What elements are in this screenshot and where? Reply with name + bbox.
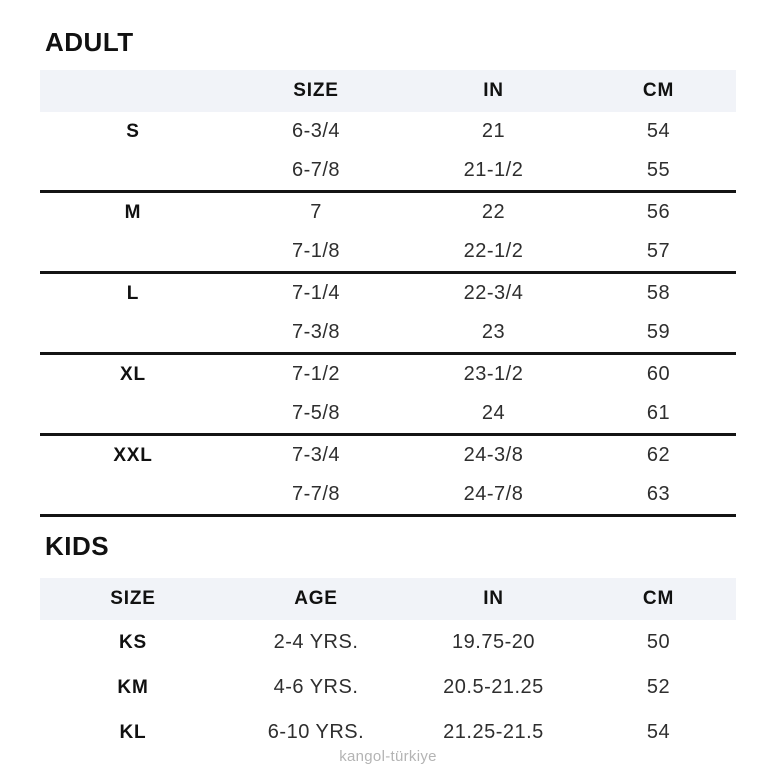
adult-size-group-s [40, 112, 736, 192]
table-row [40, 435, 736, 476]
adult-header-empty [40, 70, 226, 112]
hat-size-cell: 6-7/8 [291, 159, 341, 181]
table-row [40, 354, 736, 395]
cm-cell: 62 [646, 444, 671, 466]
kids-size-table [40, 578, 736, 755]
kids-cm-cell: 50 [646, 631, 671, 653]
kids-inches-cell: 19.75-20 [452, 631, 535, 653]
kids-section-heading: KIDS [45, 531, 110, 561]
kids-cm-cell: 54 [646, 721, 671, 743]
kids-table-header [40, 578, 736, 620]
table-row [40, 665, 736, 710]
kids-header-in: IN [406, 578, 581, 620]
inches-cell: 22 [481, 201, 506, 223]
adult-size-group-xxl [40, 435, 736, 516]
table-row [40, 620, 736, 665]
watermark-text: kangol-türkiye [339, 748, 437, 765]
kids-header-size: SIZE [40, 578, 226, 620]
hat-size-cell: 7-1/8 [291, 240, 341, 262]
adult-size-group-xl [40, 354, 736, 435]
size-label-cell [40, 475, 226, 516]
size-label-cell: XL [120, 363, 146, 385]
inches-cell: 24 [481, 402, 506, 424]
inches-cell: 22-1/2 [463, 240, 524, 262]
kids-inches-cell: 21.25-21.5 [443, 721, 544, 743]
cm-cell: 61 [646, 402, 671, 424]
adult-header-row [40, 70, 736, 112]
size-label-cell [40, 151, 226, 192]
size-label-cell: XXL [113, 444, 153, 466]
size-label-cell: L [126, 282, 140, 304]
kids-header-cm: CM [581, 578, 736, 620]
table-row [40, 232, 736, 273]
kids-size-cell: KM [117, 676, 149, 698]
table-row [40, 475, 736, 516]
kids-size-cell: KS [119, 631, 147, 653]
kids-size-cell: KL [119, 721, 147, 743]
table-row [40, 394, 736, 435]
inches-cell: 21-1/2 [463, 159, 524, 181]
adult-header-in: IN [406, 70, 581, 112]
kids-inches-cell: 20.5-21.25 [443, 676, 544, 698]
cm-cell: 54 [646, 120, 671, 142]
hat-size-cell: 7-7/8 [291, 483, 341, 505]
kids-table-body [40, 620, 736, 755]
inches-cell: 22-3/4 [463, 282, 524, 304]
adult-size-group-m [40, 192, 736, 273]
hat-size-cell: 6-3/4 [291, 120, 341, 142]
hat-size-cell: 7-5/8 [291, 402, 341, 424]
inches-cell: 23-1/2 [463, 363, 524, 385]
inches-cell: 23 [481, 321, 506, 343]
cm-cell: 57 [646, 240, 671, 262]
adult-header-cm: CM [581, 70, 736, 112]
size-label-cell [40, 313, 226, 354]
size-label-cell: M [124, 201, 142, 223]
inches-cell: 24-3/8 [463, 444, 524, 466]
kids-cm-cell: 52 [646, 676, 671, 698]
table-row [40, 151, 736, 192]
cm-cell: 56 [646, 201, 671, 223]
hat-size-cell: 7-1/4 [291, 282, 341, 304]
size-label-cell: S [126, 120, 140, 142]
kids-age-cell: 4-6 YRS. [273, 676, 359, 698]
cm-cell: 55 [646, 159, 671, 181]
table-row [40, 112, 736, 151]
inches-cell: 24-7/8 [463, 483, 524, 505]
adult-size-group-l [40, 273, 736, 354]
hat-size-cell: 7 [310, 201, 322, 223]
cm-cell: 59 [646, 321, 671, 343]
table-row [40, 273, 736, 314]
kids-age-cell: 2-4 YRS. [273, 631, 359, 653]
table-row [40, 192, 736, 233]
hat-size-cell: 7-3/8 [291, 321, 341, 343]
cm-cell: 60 [646, 363, 671, 385]
size-label-cell [40, 394, 226, 435]
cm-cell: 63 [646, 483, 671, 505]
adult-size-table [40, 70, 736, 517]
kids-header-row [40, 578, 736, 620]
adult-section-heading: ADULT [45, 27, 134, 57]
cm-cell: 58 [646, 282, 671, 304]
kids-age-cell: 6-10 YRS. [267, 721, 365, 743]
hat-size-cell: 7-1/2 [291, 363, 341, 385]
inches-cell: 21 [481, 120, 506, 142]
adult-table-header [40, 70, 736, 112]
adult-header-size: SIZE [226, 70, 406, 112]
table-row [40, 313, 736, 354]
size-label-cell [40, 232, 226, 273]
hat-size-cell: 7-3/4 [291, 444, 341, 466]
kids-header-age: AGE [226, 578, 406, 620]
